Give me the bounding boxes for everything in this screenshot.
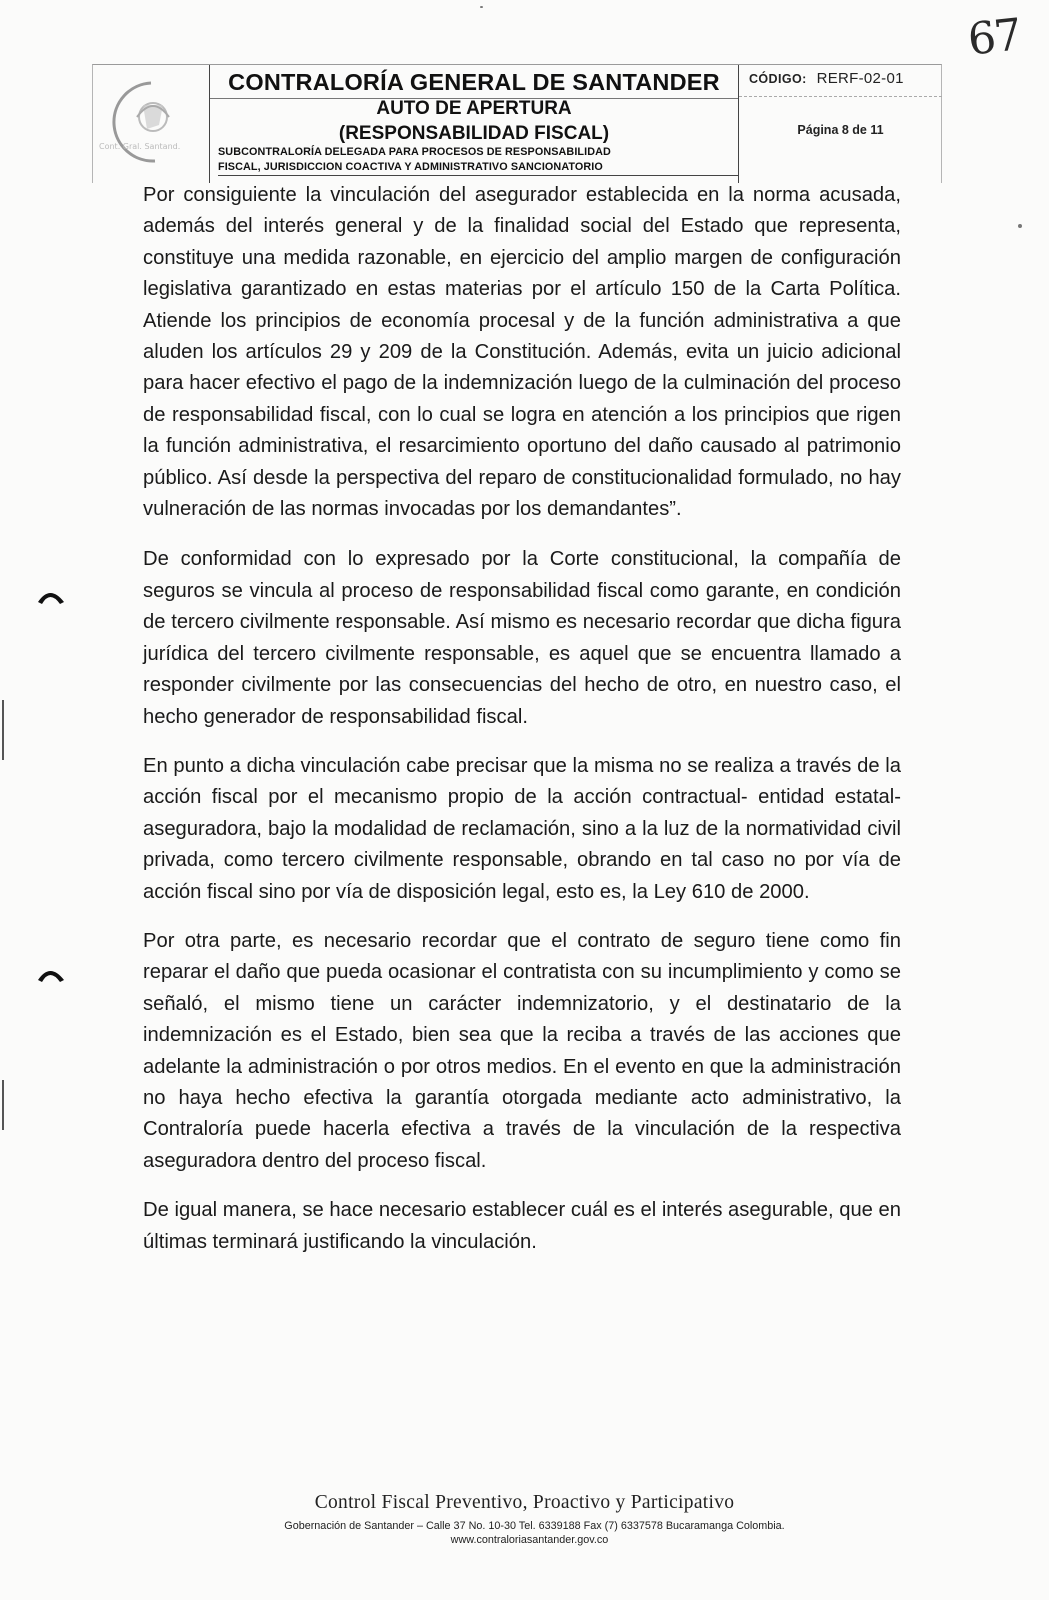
document-body: [143, 180, 901, 1276]
paragraph-4: Por otra parte, es necesario recordar que el contrato de seguro tiene como fin reparar el daño que pueda ocasionar el contratista con su incumplimiento y como se señaló, el mismo tiene un carácter indemnizatorio, y el destinatario de la indemnización es el Estado, bien sea que la reciba a través de las acciones que adelante la administración o por otros medios. En el evento en que la administración no haya hecho efectiva la garantía otorgada mediante acto administrativo, la Contraloría puede hacerla efectiva a través de la vinculación de la respectiva aseguradora dentro del proceso fiscal.: [143, 929, 901, 1172]
code-value: RERF-02-01: [816, 70, 904, 87]
code-divider: [739, 96, 942, 97]
document-code: [749, 70, 904, 87]
page-indicator: Página 8 de 11: [797, 123, 884, 137]
document-footer: [0, 1492, 1049, 1546]
logo-cell: [93, 65, 210, 183]
paragraph-1: Por consiguiente la vinculación del asegurador establecida en la norma acusada, además del interés general y de la finalidad social del Estado que representa, constituye una medida razonable, en ejercicio del amplio margen de configuración legislativa garantizado en estas materias por el artículo 150 de la Carta Política. Atiende los principios de economía procesal y de la función administrativa a que aluden los artículos 29 y 209 de la Constitución. Además, evita un juicio adicional para hacer efectivo el pago de la indemnización luego de la culminación del proceso de responsabilidad fiscal, con lo cual se logra en atención a los principios que rigen la función administrativa, el resarcimiento oportuno del daño causado al patrimonio público. Así desde la perspectiva del reparo de constitucionalidad formulado, no hay vulneración de las normas invocadas por los demandantes”.: [143, 184, 901, 521]
organization-name: CONTRALORÍA GENERAL DE SANTANDER: [210, 69, 738, 99]
paragraph-5: De igual manera, se hace necesario establecer cuál es el interés asegurable, que en últimas terminará justificando la vinculación.: [143, 1199, 901, 1253]
document-header: [92, 64, 942, 183]
footer-website: www.contraloriasantander.gov.co: [450, 1534, 609, 1546]
document-title: AUTO DE APERTURA: [376, 98, 572, 119]
logo-caption: Cont. Gral. Santand.: [99, 142, 181, 151]
handwritten-folio-number: 67: [965, 9, 1023, 66]
footer-address: Gobernación de Santander – Calle 37 No. 10-30 Tel. 6339188 Fax (7) 6337578 Bucaramanga Colombia.: [284, 1520, 785, 1532]
footer-slogan: Control Fiscal Preventivo, Proactivo y Participativo: [314, 1492, 735, 1513]
paragraph-3: En punto a dicha vinculación cabe precisar que la misma no se realiza a través de la acción fiscal por el mecanismo propio de la acción contractual- entidad estatal- aseguradora, bajo la modalidad de reclamación, sino a la luz de la normatividad civil privada, como tercero civilmente responsable, obrando en tal caso no por vía de acción fiscal sino por vía de disposición legal, esto es, la Ley 610 de 2000.: [143, 754, 901, 903]
punch-hole-mark-icon: [36, 584, 66, 606]
scan-speck: [480, 6, 483, 8]
subunit-line-2: FISCAL, JURISDICCION COACTIVA Y ADMINISTRATIVO SANCIONATORIO: [218, 161, 738, 176]
header-code-cell: [738, 65, 942, 183]
scan-speck: [1018, 224, 1022, 228]
header-title-cell: [210, 65, 738, 183]
contraloria-logo-icon: [93, 65, 209, 183]
code-label: CÓDIGO:: [749, 72, 807, 86]
punch-hole-mark-icon: [36, 962, 66, 984]
paragraph-2: De conformidad con lo expresado por la Corte constitucional, la compañía de seguros se vincula al proceso de responsabilidad fiscal como garante, en condición de tercero civilmente responsable. Así mismo es necesario recordar que dicha figura jurídica del tercero civilmente responsable, es aquel que se encuentra llamado a responder civilmente por las consecuencias del hecho de otro, en nuestro caso, el hecho generador de responsabilidad fiscal.: [143, 548, 901, 728]
document-subtitle: (RESPONSABILIDAD FISCAL): [338, 123, 610, 144]
subunit-line-1: SUBCONTRALORÍA DELEGADA PARA PROCESOS DE RESPONSABILIDAD: [218, 146, 611, 158]
scan-edge-line: [2, 700, 4, 760]
scan-edge-line: [2, 1080, 4, 1130]
